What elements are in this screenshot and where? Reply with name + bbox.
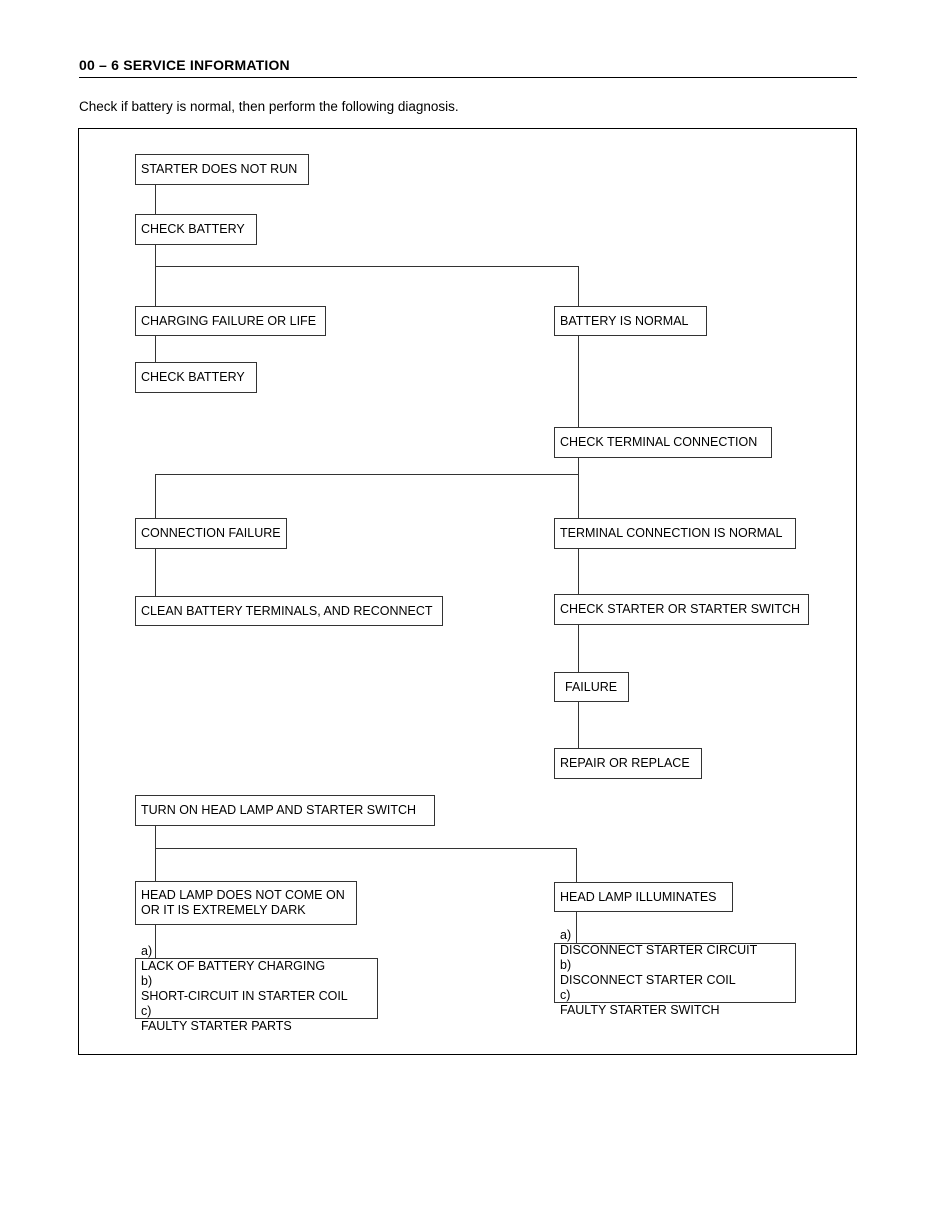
terminal-connection-normal-box: TERMINAL CONNECTION IS NORMAL: [554, 518, 796, 549]
check-terminal-connection-box: CHECK TERMINAL CONNECTION: [554, 427, 772, 458]
left-cause-item: c) FAULTY STARTER PARTS: [141, 1003, 292, 1033]
intro-text: Check if battery is normal, then perform the following diagnosis.: [79, 99, 459, 114]
turn-on-head-lamp-box: TURN ON HEAD LAMP AND STARTER SWITCH: [135, 795, 435, 826]
left-cause-item: a) LACK OF BATTERY CHARGING: [141, 943, 326, 973]
starter-does-not-run-box: STARTER DOES NOT RUN: [135, 154, 309, 185]
right-causes-box: [554, 928, 796, 1017]
head-lamp-not-on-line-1: HEAD LAMP DOES NOT COME ON: [141, 888, 345, 902]
check-starter-switch-box: CHECK STARTER OR STARTER SWITCH: [554, 594, 809, 625]
page-title: 00 – 6 SERVICE INFORMATION: [79, 57, 290, 73]
clean-battery-terminals-box: CLEAN BATTERY TERMINALS, AND RECONNECT: [135, 596, 443, 626]
right-cause-item: c) FAULTY STARTER SWITCH: [560, 988, 720, 1017]
head-lamp-illuminates-box: HEAD LAMP ILLUMINATES: [554, 882, 733, 912]
check-battery-repeat-box: CHECK BATTERY: [135, 362, 257, 393]
failure-box: FAILURE: [554, 672, 629, 702]
head-lamp-not-on-line-2: OR IT IS EXTREMELY DARK: [141, 903, 306, 917]
right-cause-item: b) DISCONNECT STARTER COIL: [560, 958, 736, 987]
charging-failure-box: CHARGING FAILURE OR LIFE: [135, 306, 326, 336]
battery-is-normal-box: BATTERY IS NORMAL: [554, 306, 707, 336]
left-causes-box: [135, 943, 378, 1033]
right-cause-item: a) DISCONNECT STARTER CIRCUIT: [560, 928, 758, 957]
head-lamp-not-on-box: [135, 881, 357, 925]
left-cause-item: b) SHORT-CIRCUIT IN STARTER COIL: [141, 973, 348, 1003]
connection-failure-box: CONNECTION FAILURE: [135, 518, 287, 549]
check-battery-box: CHECK BATTERY: [135, 214, 257, 245]
repair-or-replace-box: REPAIR OR REPLACE: [554, 748, 702, 779]
